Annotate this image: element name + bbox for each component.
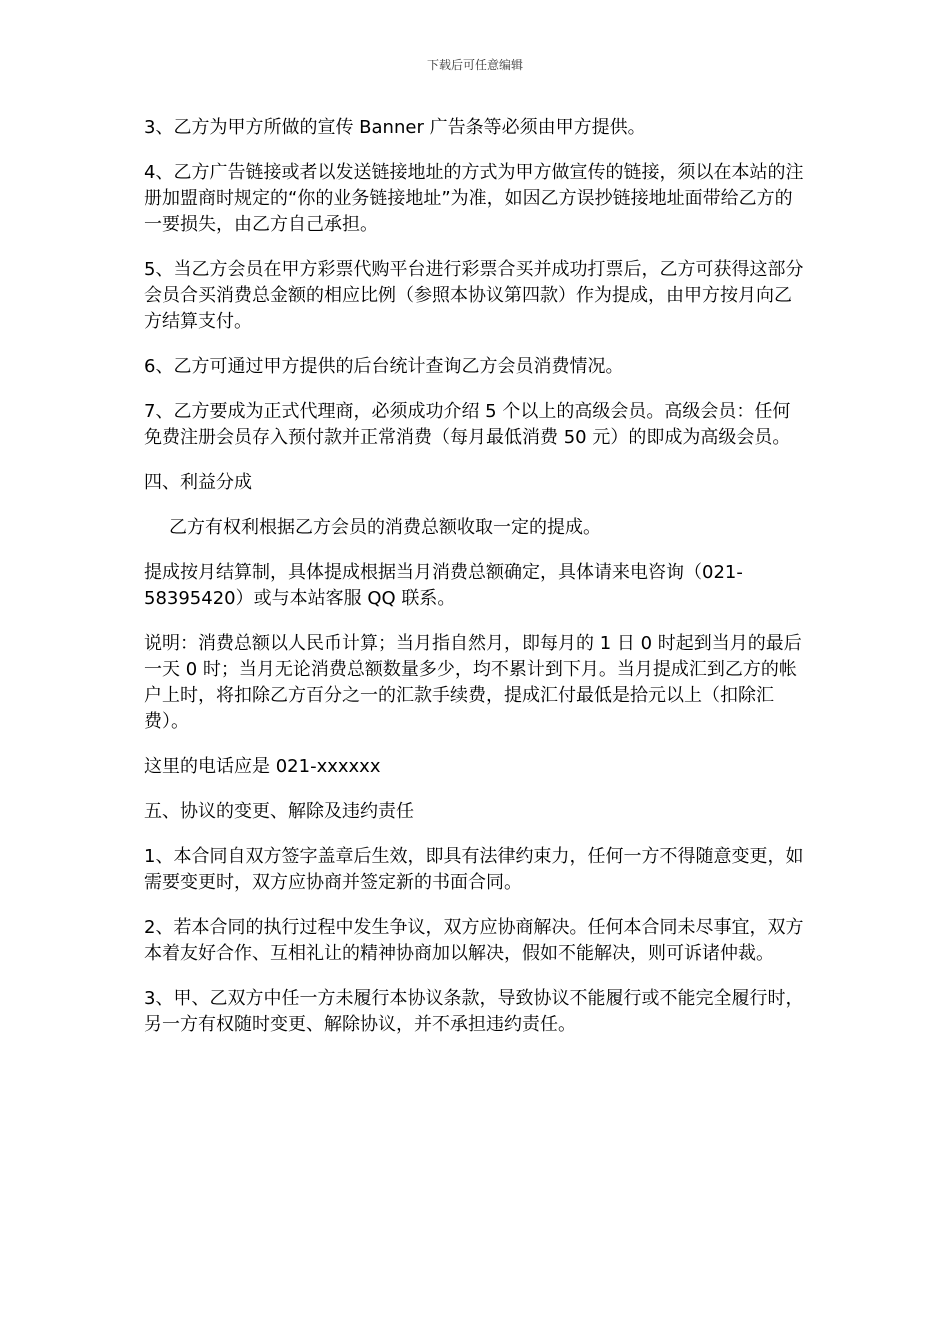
- clause-4-link: 4、乙方广告链接或者以发送链接地址的方式为甲方做宣传的链接，须以在本站的注册加盟商时规定的“你的业务链接地址”为准，如因乙方误抄链接地址面带给乙方的一要损失，由乙方自己承担。: [144, 162, 804, 235]
- profit-sharing-settlement: 提成按月结算制，具体提成根据当月消费总额确定，具体请来电咨询（021-58395420）或与本站客服 QQ 联系。: [144, 562, 743, 609]
- phone-note: 这里的电话应是 021-xxxxxx: [144, 756, 381, 777]
- document-body: [144, 115, 804, 1057]
- section-heading-changes: 五、协议的变更、解除及违约责任: [144, 801, 414, 822]
- clause-6-statistics: 6、乙方可通过甲方提供的后台统计查询乙方会员消费情况。: [144, 356, 624, 377]
- clause-7-agent: 7、乙方要成为正式代理商，必须成功介绍 5 个以上的高级会员。高级会员：任何免费注册会员存入预付款并正常消费（每月最低消费 50 元）的即成为高级会员。: [144, 401, 791, 448]
- clause-5-commission: 5、当乙方会员在甲方彩票代购平台进行彩票合买并成功打票后，乙方可获得这部分会员合买消费总金额的相应比例（参照本协议第四款）作为提成，由甲方按月向乙方结算支付。: [144, 259, 804, 332]
- page-header-note: 下载后可任意编辑: [426, 58, 523, 72]
- clause-3-banner: 3、乙方为甲方所做的宣传 Banner 广告条等必须由甲方提供。: [144, 117, 646, 138]
- clause-3-breach: 3、甲、乙双方中任一方未履行本协议条款，导致协议不能履行或不能完全履行时，另一方有权随时变更、解除协议，并不承担违约责任。: [144, 988, 804, 1035]
- profit-sharing-explanation: 说明：消费总额以人民币计算；当月指自然月，即每月的 1 日 0 时起到当月的最后一天 0 时；当月无论消费总额数量多少，均不累计到下月。当月提成汇到乙方的帐户上时，将扣除乙方百分之一的汇款手续费，提成汇付最低是拾元以上（扣除汇费）。: [144, 633, 802, 732]
- clause-1-effect: 1、本合同自双方签字盖章后生效，即具有法律约束力，任何一方不得随意变更，如需要变更时，双方应协商并签定新的书面合同。: [144, 846, 804, 893]
- section-heading-profit-sharing: 四、利益分成: [144, 472, 252, 493]
- clause-2-disputes: 2、若本合同的执行过程中发生争议，双方应协商解决。任何本合同未尽事宜，双方本着友好合作、互相礼让的精神协商加以解决，假如不能解决，则可诉诸仲裁。: [144, 917, 804, 964]
- profit-sharing-intro: 乙方有权利根据乙方会员的消费总额收取一定的提成。: [169, 517, 601, 538]
